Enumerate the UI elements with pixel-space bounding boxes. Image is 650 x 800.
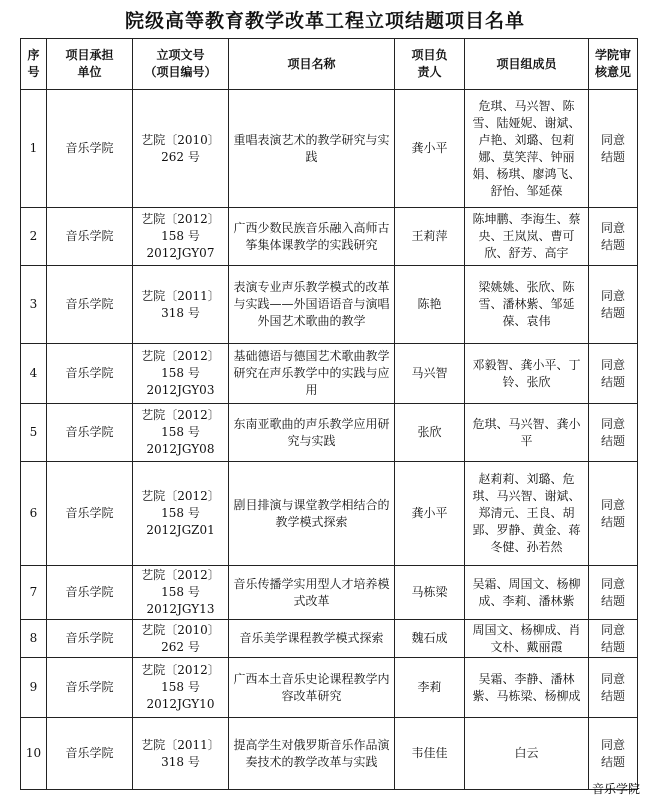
- cell-leader: 王莉萍: [395, 208, 465, 266]
- cell-doc: 艺院〔2012〕 158 号 2012JGY13: [133, 566, 229, 620]
- table-row: [21, 208, 638, 266]
- cell-seq: 10: [21, 718, 47, 790]
- cell-doc: 艺院〔2012〕 158 号 2012JGY10: [133, 658, 229, 718]
- cell-opinion: 同意 结题: [589, 462, 638, 566]
- cell-unit: 音乐学院: [47, 462, 133, 566]
- cell-seq: 3: [21, 266, 47, 344]
- table-row: [21, 658, 638, 718]
- table-row: [21, 404, 638, 462]
- cell-seq: 2: [21, 208, 47, 266]
- cell-opinion: 同意 结题: [589, 90, 638, 208]
- cell-leader: 龚小平: [395, 462, 465, 566]
- cell-opinion: 同意 结题: [589, 566, 638, 620]
- header-unit: 项目承担 单位: [47, 39, 133, 90]
- cell-seq: 9: [21, 658, 47, 718]
- cell-leader: 韦佳佳: [395, 718, 465, 790]
- header-seq: 序 号: [21, 39, 47, 90]
- cell-leader: 李莉: [395, 658, 465, 718]
- table-row: [21, 566, 638, 620]
- cell-members: 危琪、马兴智、龚小平: [465, 404, 589, 462]
- cell-opinion: 同意 结题: [589, 266, 638, 344]
- table-header-row: [21, 39, 638, 90]
- header-opinion: 学院审 核意见: [589, 39, 638, 90]
- cell-unit: 音乐学院: [47, 620, 133, 658]
- cell-members: 危琪、马兴智、陈雪、陆娅妮、谢斌、卢艳、刘璐、包莉娜、莫笑萍、钟丽娟、杨琪、廖鸿飞、舒怡、邹延葆: [465, 90, 589, 208]
- cell-unit: 音乐学院: [47, 566, 133, 620]
- cell-unit: 音乐学院: [47, 90, 133, 208]
- table-row: [21, 620, 638, 658]
- table-row: [21, 462, 638, 566]
- cell-seq: 6: [21, 462, 47, 566]
- cell-doc: 艺院〔2010〕 262 号: [133, 620, 229, 658]
- cell-opinion: 同意 结题: [589, 208, 638, 266]
- cell-members: 吴霜、李静、潘林紫、马栋梁、杨柳成: [465, 658, 589, 718]
- cell-unit: 音乐学院: [47, 266, 133, 344]
- header-doc: 立项文号 （项目编号）: [133, 39, 229, 90]
- cell-doc: 艺院〔2011〕 318 号: [133, 718, 229, 790]
- cell-opinion: 同意 结题: [589, 404, 638, 462]
- table-row: [21, 90, 638, 208]
- cell-seq: 8: [21, 620, 47, 658]
- cell-members: 陈坤鹏、李海生、蔡央、王岚岚、曹可欣、舒芳、高宇: [465, 208, 589, 266]
- cell-name: 东南亚歌曲的声乐教学应用研究与实践: [229, 404, 395, 462]
- cell-seq: 1: [21, 90, 47, 208]
- cell-opinion: 同意 结题: [589, 620, 638, 658]
- cell-seq: 5: [21, 404, 47, 462]
- header-members: 项目组成员: [465, 39, 589, 90]
- cell-doc: 艺院〔2012〕 158 号 2012JGY03: [133, 344, 229, 404]
- cell-name: 提高学生对俄罗斯音乐作品演奏技术的教学改革与实践: [229, 718, 395, 790]
- watermark-label: 音乐学院: [591, 782, 640, 796]
- cell-members: 邓毅智、龚小平、丁铃、张欣: [465, 344, 589, 404]
- cell-opinion: 同意 结题: [589, 658, 638, 718]
- cell-leader: 马兴智: [395, 344, 465, 404]
- cell-name: 音乐传播学实用型人才培养模式改革: [229, 566, 395, 620]
- cell-unit: 音乐学院: [47, 658, 133, 718]
- cell-opinion: 同意 结题: [589, 718, 638, 790]
- cell-leader: 马栋梁: [395, 566, 465, 620]
- cell-seq: 4: [21, 344, 47, 404]
- document-title: 院级高等教育教学改革工程立项结题项目名单: [124, 10, 525, 32]
- cell-members: 吴霜、周国文、杨柳成、李莉、潘林紫: [465, 566, 589, 620]
- cell-members: 白云: [465, 718, 589, 790]
- cell-members: 赵莉莉、刘璐、危琪、马兴智、谢斌、郑清元、王良、胡郢、罗静、黄金、蒋冬健、孙若然: [465, 462, 589, 566]
- project-table: [20, 38, 638, 790]
- cell-leader: 魏石成: [395, 620, 465, 658]
- cell-doc: 艺院〔2012〕 158 号 2012JGY07: [133, 208, 229, 266]
- cell-unit: 音乐学院: [47, 208, 133, 266]
- header-leader: 项目负 责人: [395, 39, 465, 90]
- cell-opinion: 同意 结题: [589, 344, 638, 404]
- cell-name: 剧目排演与课堂教学相结合的教学模式探索: [229, 462, 395, 566]
- cell-name: 重唱表演艺术的教学研究与实践: [229, 90, 395, 208]
- table-row: [21, 266, 638, 344]
- cell-doc: 艺院〔2010〕 262 号: [133, 90, 229, 208]
- cell-leader: 龚小平: [395, 90, 465, 208]
- cell-unit: 音乐学院: [47, 344, 133, 404]
- cell-name: 基础德语与德国艺术歌曲教学研究在声乐教学中的实践与应用: [229, 344, 395, 404]
- cell-unit: 音乐学院: [47, 718, 133, 790]
- cell-name: 广西本土音乐史论课程教学内容改革研究: [229, 658, 395, 718]
- cell-leader: 陈艳: [395, 266, 465, 344]
- cell-name: 广西少数民族音乐融入高师古筝集体课教学的实践研究: [229, 208, 395, 266]
- cell-leader: 张欣: [395, 404, 465, 462]
- cell-seq: 7: [21, 566, 47, 620]
- cell-members: 周国文、杨柳成、肖文朴、戴丽霞: [465, 620, 589, 658]
- cell-members: 梁姚姚、张欣、陈雪、潘林紫、邹延葆、袁伟: [465, 266, 589, 344]
- table-row: [21, 344, 638, 404]
- cell-name: 表演专业声乐教学模式的改革与实践——外国语语音与演唱外国艺术歌曲的教学: [229, 266, 395, 344]
- cell-unit: 音乐学院: [47, 404, 133, 462]
- cell-doc: 艺院〔2012〕 158 号 2012JGY08: [133, 404, 229, 462]
- header-name: 项目名称: [229, 39, 395, 90]
- cell-doc: 艺院〔2011〕 318 号: [133, 266, 229, 344]
- cell-doc: 艺院〔2012〕 158 号 2012JGZ01: [133, 462, 229, 566]
- cell-name: 音乐美学课程教学模式探索: [229, 620, 395, 658]
- table-row: [21, 718, 638, 790]
